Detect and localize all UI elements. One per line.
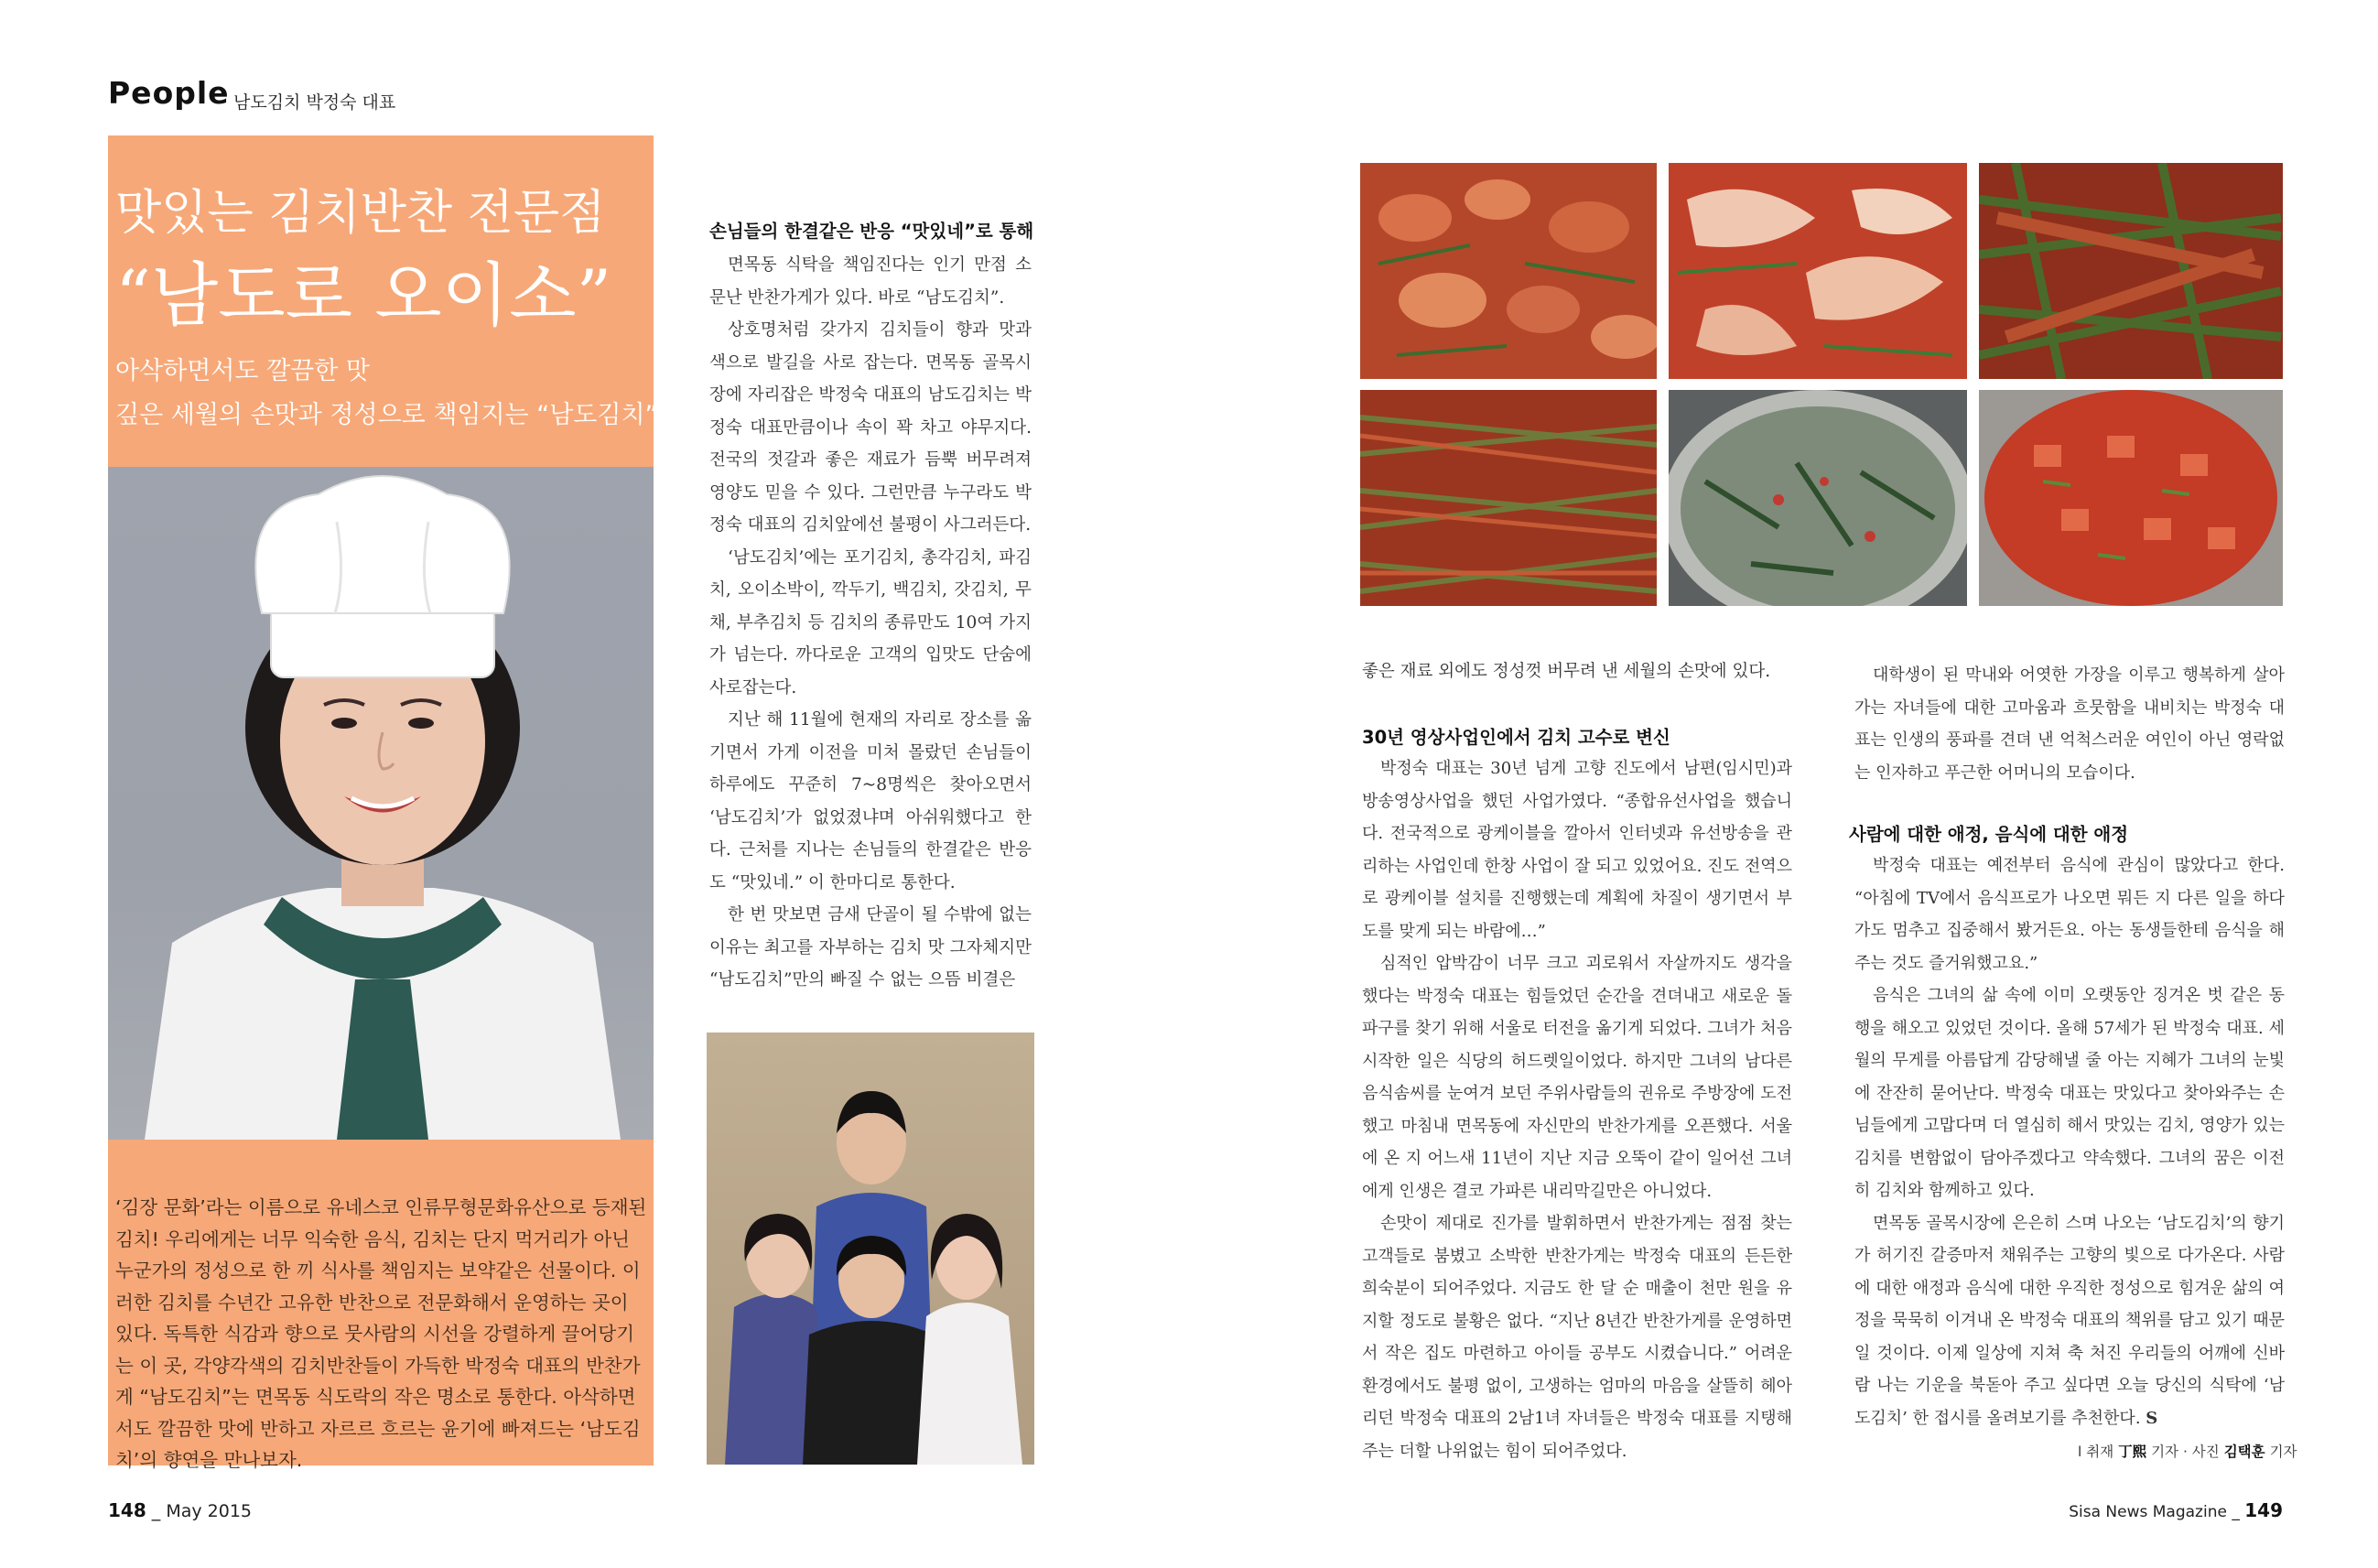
col4-heading: 사람에 대한 애정, 음식에 대한 애정 xyxy=(1849,824,2129,845)
right-magazine-name: Sisa News Magazine _ xyxy=(2069,1503,2240,1521)
kimchi-photo-mustard-leaf xyxy=(1979,163,2283,379)
title-line2: “남도로 오이소” xyxy=(115,254,612,336)
col4-paragraph-2: 음식은 그녀의 삶 속에 이미 오랫동안 징겨온 벗 같은 동행을 해오고 있었던 것이다. 올해 57세가 된 박정숙 대표. 세월의 무게를 아름답게 감당해낼 줄 아는 지혜가 그녀의 눈빛에 잔잔히 묻어난다. 박정숙 대표는 맛있다고 찾아와주는 손님들에게 고맙다며 더 열심히 해서 맛있는 김치, 영양가 있는 김치를 변함없이 담아주겠다고 약속했다. 그녀의 꿈은 이전히 김치와 함께하고 있다. xyxy=(1854,986,2285,1200)
kimchi-photo-cabbage xyxy=(1669,163,1967,379)
col4-body xyxy=(1854,849,2285,1434)
col2-paragraph-4: 지난 해 11월에 현재의 자리로 장소를 옮기면서 가게 이전을 미처 몰랐던 손님들이 하루에도 꾸준히 7~8명씩은 찾아오면서 ‘남도김치’가 없었졌냐며 아쉬워했다고 한다. 근처를 지나는 손님들의 한결같은 반응도 “맛있네.” 이 한마디로 통한다. xyxy=(709,710,1032,892)
col4-paragraph-3-text: 면목동 골목시장에 은은히 스며 나오는 ‘남도김치’의 향기가 허기진 갈증마저 채워주는 고향의 빛으로 다가온다. 사람에 대한 애정과 음식에 대한 우직한 정성으로 힘겨운 삶의 여정을 묵묵히 이겨내 온 박정숙 대표의 책위를 담고 있기 때문일 것이다. 이제 일상에 지쳐 축 처진 우리들의 어깨에 신바람 나는 기운을 북돋아 주고 싶다면 오늘 당신의 식탁에 ‘남도김치’ 한 접시를 올려보기를 추천한다. xyxy=(1854,1213,2285,1428)
col4-top-paragraph xyxy=(1854,659,2285,789)
col3-paragraph-2: 심적인 압박감이 너무 크고 괴로워서 자살까지도 생각을 했다는 박정숙 대표는 힘들었던 순간을 견뎌내고 새로운 돌파구를 찾기 위해 서울로 터전을 옮기게 되었다. 그녀가 처음 시작한 일은 식당의 허드렛일이었다. 하지만 그녀의 남다른 음식솜씨를 눈여겨 보던 주위사람들의 권유로 주방장에 도전했고 마침내 면목동에 자신만의 반찬가게를 오픈했다. 서울에 온 지 어느새 11년이 지난 지금 오뚝이 같이 일어선 그녀에게 인생은 결코 가파른 내리막길만은 아니었다. xyxy=(1362,954,1792,1201)
section-label: People xyxy=(108,75,230,111)
col2-paragraph-1: 면목동 식탁을 책임진다는 인기 만점 소문난 반찬가게가 있다. 바로 “남도김치”. xyxy=(709,255,1032,308)
credit-prefix: l 취재 xyxy=(2078,1444,2114,1460)
left-page-number: 148 xyxy=(108,1499,146,1521)
col2-heading: 손님들의 한결같은 반응 “맛있네”로 통해 xyxy=(709,221,1034,242)
chef-portrait-photo xyxy=(108,467,654,1140)
title-subheading-1: 아삭하면서도 깔끔한 맛 xyxy=(115,357,370,385)
col2-body xyxy=(709,249,1032,997)
family-photo xyxy=(707,1033,1034,1465)
intro-paragraph: ‘김장 문화’라는 이름으로 유네스코 인류무형문화유산으로 등재된 김치! 우리에게는 너무 익숙한 음식, 김치는 단지 먹거리가 아닌 누군가의 정성으로 한 끼 식사를 책임지는 보약같은 선물이다. 이러한 김치를 수년간 고유한 반찬으로 전문화해서 운영하는 곳이 있다. 독특한 식감과 향으로 뭇사람의 시선을 강렬하게 끌어당기는 이 곳, 각양각색의 김치반찬들이 가득한 박정숙 대표의 반찬가게 “남도김치”는 면목동 식도락의 작은 명소로 통한다. 아삭하면서도 깔끔한 맛에 반하고 자르르 흐르는 윤기에 빠져드는 ‘남도김치’의 향연을 만나보자. xyxy=(115,1196,647,1471)
kimchi-photo-radish xyxy=(1360,163,1657,379)
folio-left xyxy=(108,1499,252,1521)
col3-paragraph-3: 손맛이 제대로 진가를 발휘하면서 반찬가게는 점점 찾는 고객들로 붐볐고 소박한 반찬가게는 박정숙 대표의 든든한 희숙분이 되어주었다. 지금도 한 달 순 매출이 천만 원을 유지할 정도로 불황은 없다. “지난 8년간 반찬가게를 운영하면서 작은 집도 마련하고 아이들 공부도 시켰습니다.” 어려운 환경에서도 불평 없이, 고생하는 엄마의 마음을 살뜰히 헤아리던 박정숙 대표의 2남1녀 자녀들은 박정숙 대표를 지탱해주는 더할 나위없는 힘이 되어주었다. xyxy=(1362,1214,1792,1461)
kimchi-photo-water-kimchi xyxy=(1669,390,1967,606)
kimchi-photo-green-onion xyxy=(1360,390,1657,606)
photo-credit xyxy=(2078,1441,2297,1461)
end-mark: S xyxy=(2146,1408,2158,1428)
col2-paragraph-5: 한 번 맛보면 금새 단골이 될 수밖에 없는 이유는 최고를 자부하는 김치 맛 그자체지만 “남도김치”만의 빠질 수 없는 으뜸 비결은 xyxy=(709,905,1032,989)
col2-paragraph-3: ‘남도김치’에는 포기김치, 총각김치, 파김치, 오이소박이, 깍두기, 백김치, 갓김치, 무채, 부추김치 등 김치의 종류만도 10여 가지가 넘는다. 까다로운 고객의 입맛도 단숨에 사로잡는다. xyxy=(709,547,1032,697)
family-photo-illustration xyxy=(707,1033,1034,1465)
col3-paragraph-1: 박정숙 대표는 30년 넘게 고향 진도에서 남편(임시민)과 방송영상사업을 했던 사업가였다. “종합유선사업을 했습니다. 전국적으로 광케이블을 깔아서 인터넷과 유선방송을 관리하는 사업인데 한창 사업이 잘 되고 있었어요. 진도 전역으로 광케이블 설치를 진행했는데 계획에 차질이 생기면서 부도를 맞게 되는 바람에…” xyxy=(1362,759,1792,941)
section-subtitle: 남도김치 박정숙 대표 xyxy=(233,92,396,113)
kimchi-photo-kkakdugi xyxy=(1979,390,2283,606)
col2-paragraph-2: 상호명처럼 갖가지 김치들이 향과 맛과 색으로 발길을 사로 잡는다. 면목동 골목시장에 자리잡은 박정숙 대표의 남도김치는 박정숙 대표만큼이나 속이 꽉 차고 야무지다. 전국의 젓갈과 좋은 재료가 듬뿍 버무려져 영양도 믿을 수 있다. 그런만큼 누구라도 박정숙 대표의 김치앞에선 불평이 사그러든다. xyxy=(709,320,1032,535)
left-issue: _ May 2015 xyxy=(151,1501,253,1521)
credit-photographer: 김택훈 xyxy=(2223,1444,2265,1460)
credit-suffix: 기자 xyxy=(2269,1444,2297,1460)
title-subheading-2: 깊은 세월의 손맛과 정성으로 책임지는 “남도김치” xyxy=(115,401,658,429)
credit-middle: 기자 · 사진 xyxy=(2151,1444,2220,1460)
col3-body xyxy=(1362,752,1792,1467)
kimchi-caption: 좋은 재료 외에도 정성껏 버무려 낸 세월의 손맛에 있다. xyxy=(1362,662,1771,681)
col4-top-text: 대학생이 된 막내와 어엿한 가장을 이루고 행복하게 살아가는 자녀들에 대한 고마움과 흐뭇함을 내비치는 박정숙 대표는 인생의 풍파를 견뎌 낸 억척스러운 여인이 아닌 영락없는 인자하고 푸근한 어머니의 모습이다. xyxy=(1854,665,2285,783)
title-line1: 맛있는 김치반찬 전문점 xyxy=(115,186,606,241)
col4-paragraph-1: 박정숙 대표는 예전부터 음식에 관심이 많았다고 한다. “아침에 TV에서 음식프로가 나오면 뭐든 지 다른 일을 하다가도 멈추고 집중해서 봤거든요. 아는 동생들한테 음식을 해주는 것도 즐거워했고요.” xyxy=(1854,856,2285,973)
right-page-number: 149 xyxy=(2244,1499,2283,1521)
credit-reporter: 丁熙 xyxy=(2118,1444,2147,1460)
chef-portrait-illustration xyxy=(108,467,654,1140)
folio-right xyxy=(2069,1499,2283,1521)
col4-paragraph-3 xyxy=(1854,1207,2285,1435)
col3-heading: 30년 영상사업인에서 김치 고수로 변신 xyxy=(1362,727,1670,748)
